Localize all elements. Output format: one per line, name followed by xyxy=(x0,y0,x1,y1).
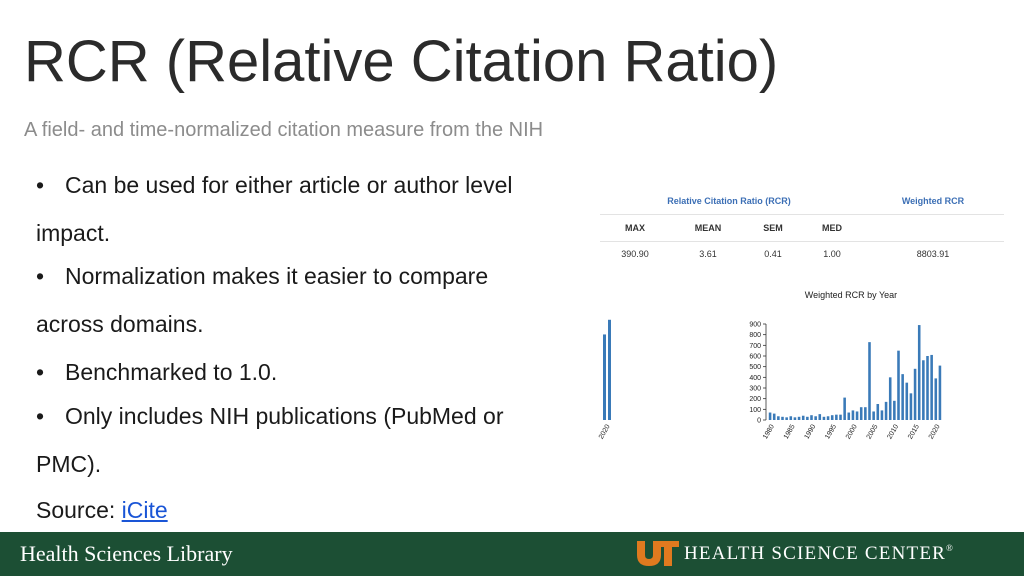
x-tick-label: 1980 xyxy=(762,423,776,441)
bar-1995 xyxy=(835,415,838,420)
bullet-1-line1 xyxy=(36,172,512,199)
x-tick-label: 1985 xyxy=(782,423,797,441)
bar-1982 xyxy=(781,417,784,420)
bullet-3-line1 xyxy=(36,359,277,386)
value-mean: 3.61 xyxy=(699,249,717,259)
bar-2009 xyxy=(893,401,896,420)
bar-2001 xyxy=(860,407,863,420)
col-header-med: MED xyxy=(822,223,842,233)
y-tick-label: 600 xyxy=(749,353,761,361)
bar-1993 xyxy=(827,416,830,420)
bar-1989 xyxy=(810,415,813,420)
bar-2013 xyxy=(910,393,913,420)
x-tick-label: 2000 xyxy=(844,423,859,441)
bar-1998 xyxy=(848,413,851,420)
x-tick-label: 2020 xyxy=(927,423,942,441)
bullet-text: Benchmarked to 1.0. xyxy=(65,359,278,385)
bar-1991 xyxy=(819,414,822,420)
partial-chart xyxy=(598,310,618,450)
partial-bar-2018 xyxy=(603,334,606,420)
bullet-4-line1 xyxy=(36,403,503,430)
bar-2019 xyxy=(935,378,938,420)
bar-1980 xyxy=(773,414,776,420)
value-sem: 0.41 xyxy=(764,249,782,259)
bullet-dot: • xyxy=(36,359,45,385)
rcr-stats-table xyxy=(600,188,1004,268)
bullet-text: Normalization makes it easier to compare xyxy=(65,263,489,289)
bar-1986 xyxy=(798,417,801,420)
x-tick-label: 2005 xyxy=(865,423,880,441)
registered-mark: ® xyxy=(946,543,955,553)
bar-2004 xyxy=(872,411,875,420)
footer-library-name: Health Sciences Library xyxy=(20,541,233,566)
bar-1987 xyxy=(802,416,805,420)
bar-2006 xyxy=(881,410,884,420)
chart-title: Weighted RCR by Year xyxy=(804,290,898,300)
partial-bar-2019 xyxy=(608,320,611,420)
y-tick-label: 0 xyxy=(757,417,761,425)
ut-logo-icon xyxy=(636,540,680,566)
weighted-rcr-header: Weighted RCR xyxy=(901,196,965,206)
bar-2020 xyxy=(939,366,942,420)
icite-link[interactable]: iCite xyxy=(121,497,168,523)
bullet-dot: • xyxy=(36,403,45,429)
bar-1985 xyxy=(794,417,797,420)
col-header-sem: SEM xyxy=(763,223,783,233)
y-tick-label: 200 xyxy=(749,396,761,404)
bar-1996 xyxy=(839,415,842,420)
bar-2000 xyxy=(856,411,859,420)
y-tick-label: 500 xyxy=(749,364,761,372)
bar-1999 xyxy=(852,410,855,420)
col-header-max: MAX xyxy=(625,223,645,233)
bullet-dot: • xyxy=(36,263,45,289)
bar-1994 xyxy=(831,415,834,420)
source-line xyxy=(36,497,168,524)
col-header-mean: MEAN xyxy=(694,223,722,233)
bullet-2-line2: across domains. xyxy=(36,311,204,337)
bar-2016 xyxy=(922,360,925,420)
bar-1981 xyxy=(777,416,780,420)
y-tick-label: 800 xyxy=(749,332,761,340)
bar-2011 xyxy=(901,374,904,420)
bar-1990 xyxy=(814,416,817,420)
bar-2010 xyxy=(897,351,900,420)
value-weighted-rcr: 8803.91 xyxy=(916,249,950,259)
partial-x-tick-label: 2020 xyxy=(598,423,612,441)
bar-2012 xyxy=(906,383,909,420)
rcr-group-header: Relative Citation Ratio (RCR) xyxy=(667,196,791,206)
brand-text: HEALTH SCIENCE CENTER xyxy=(684,543,946,564)
y-tick-label: 100 xyxy=(749,406,761,414)
slide-subtitle: A field- and time-normalized citation measure from the NIH xyxy=(24,119,544,141)
weighted-rcr-by-year-chart xyxy=(730,284,950,459)
bar-2018 xyxy=(930,355,933,420)
x-tick-label: 2010 xyxy=(886,423,901,441)
bar-1997 xyxy=(843,398,846,420)
x-tick-label: 1990 xyxy=(803,423,818,441)
y-tick-label: 300 xyxy=(749,385,761,393)
source-label: Source: xyxy=(36,497,116,523)
bar-2005 xyxy=(877,404,880,420)
table-divider xyxy=(600,214,1004,215)
bullet-text: Only includes NIH publications (PubMed or xyxy=(65,403,504,429)
footer-bar xyxy=(0,532,1024,576)
bullet-2-line1 xyxy=(36,263,488,290)
slide-title: RCR (Relative Citation Ratio) xyxy=(24,29,779,94)
x-tick-label: 1995 xyxy=(824,423,839,441)
value-med: 1.00 xyxy=(823,249,841,259)
bullet-dot: • xyxy=(36,172,45,198)
bar-2015 xyxy=(918,325,921,420)
value-max: 390.90 xyxy=(621,249,649,259)
bar-2017 xyxy=(926,356,929,420)
bar-2014 xyxy=(914,369,917,420)
bar-1983 xyxy=(785,417,788,420)
y-tick-label: 700 xyxy=(749,342,761,350)
bar-1988 xyxy=(806,417,809,420)
bar-1984 xyxy=(790,416,793,420)
health-science-center-text xyxy=(684,543,954,565)
bar-1979 xyxy=(769,413,772,420)
y-tick-label: 400 xyxy=(749,374,761,382)
x-tick-label: 2015 xyxy=(907,423,921,441)
bar-2008 xyxy=(889,377,892,420)
bar-1992 xyxy=(823,417,826,420)
bar-2002 xyxy=(864,407,867,420)
y-tick-label: 900 xyxy=(749,321,761,329)
bar-2003 xyxy=(868,342,871,420)
bullet-text: Can be used for either article or author level xyxy=(65,172,513,198)
table-divider xyxy=(600,241,1004,242)
bar-2007 xyxy=(885,402,888,420)
bullet-1-line2: impact. xyxy=(36,220,111,246)
bullet-4-line2: PMC). xyxy=(36,451,102,477)
